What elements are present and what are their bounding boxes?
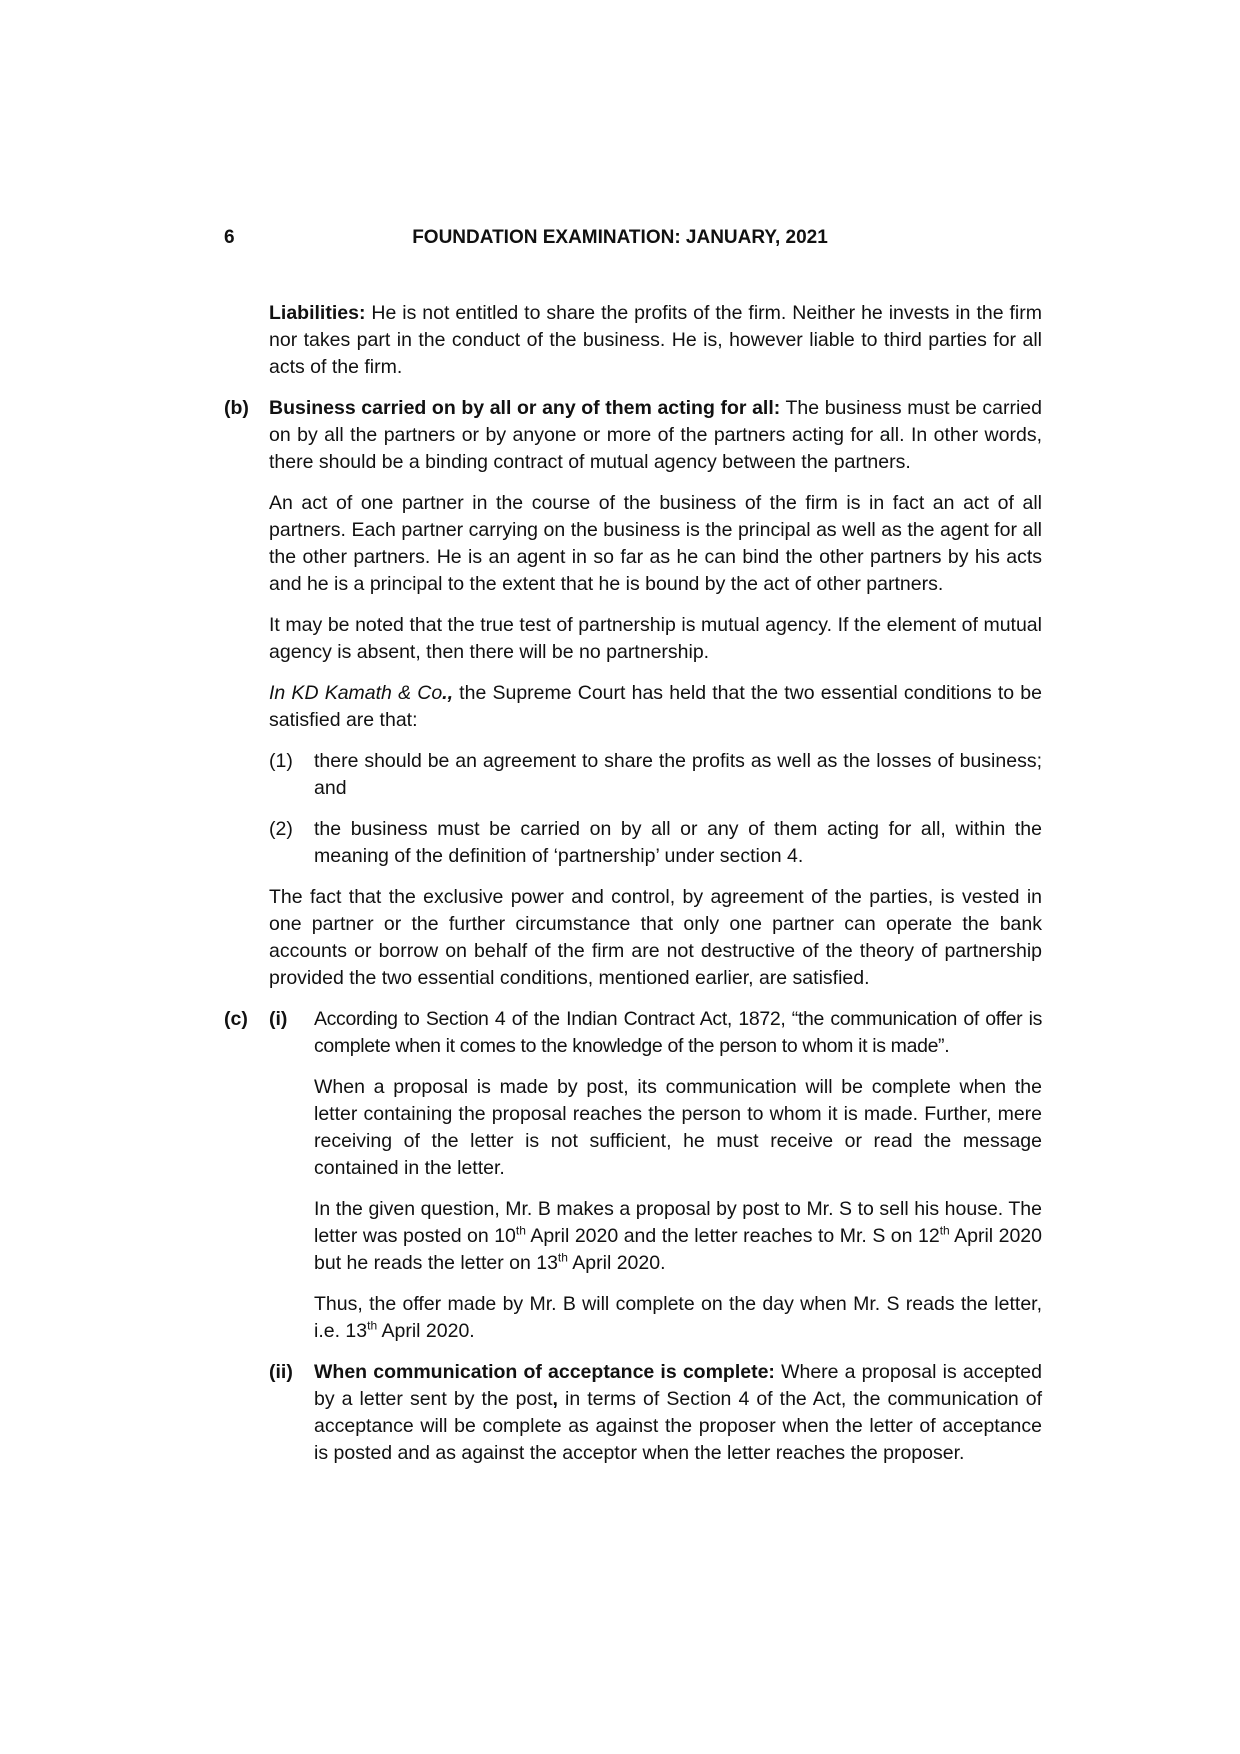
part-b-intro: The business must be carried on by all the partners or by anyone or more of the partners acting for all. In other words, there should be a binding contract of mutual agency between the partners.	[269, 397, 1042, 473]
condition-2-number: (2)	[269, 818, 293, 840]
para2-text-b: April 2020 and the letter reaches to Mr. S on 12	[525, 1225, 940, 1247]
part-b-marker: (b)	[224, 397, 249, 419]
part-c-i-para1	[224, 1074, 1042, 1182]
part-c	[224, 1006, 1042, 1060]
ordinal-suffix: th	[939, 1223, 950, 1238]
condition-1	[224, 748, 1042, 802]
case-name: In KD Kamath & Co	[269, 682, 443, 704]
part-b-para1	[224, 490, 1042, 598]
page-number: 6	[224, 227, 235, 248]
part-c-ii-comma: ,	[552, 1388, 558, 1410]
para2-text-a: In the given question, Mr. B makes a proposal by post to Mr. S to sell his house. The letter was posted on 10	[314, 1198, 1042, 1247]
part-b-para2-text: It may be noted that the true test of partnership is mutual agency. If the element of mutual agency is absent, then there will be no partnership.	[269, 614, 1042, 663]
running-title: FOUNDATION EXAMINATION: JANUARY, 2021	[412, 227, 828, 248]
condition-2-text: the business must be carried on by all or any of them acting for all, within the meaning of the definition of ‘partnership’ under section 4.	[314, 818, 1042, 867]
liabilities-label: Liabilities:	[269, 302, 366, 324]
part-c-ii-heading: When communication of acceptance is complete:	[314, 1361, 775, 1383]
para2-text-c: April 2020 but he reads the letter on 13	[314, 1225, 1042, 1274]
part-c-i-para3	[224, 1291, 1042, 1345]
document-body	[224, 300, 1042, 1481]
part-c-ii-text-b: in terms of Section 4 of the Act, the communication of acceptance will be complete as against the proposer when the letter of acceptance is posted and as against the acceptor when the letter reaches the proposer.	[314, 1388, 1042, 1464]
liabilities-paragraph	[224, 300, 1042, 381]
part-c-i-para1-text: When a proposal is made by post, its communication will be complete when the letter containing the proposal reaches the person to whom it is made. Further, mere receiving of the letter is not sufficient, he must receive or read the message contained in the letter.	[314, 1076, 1042, 1179]
part-b-para1-text: An act of one partner in the course of the business of the firm is in fact an act of all partners. Each partner carrying on the business is the principal as well as the agent for all the other partners. He is an agent in so far as he can bind the other partners by his acts and he is a principal to the extent that he is bound by the act of other partners.	[269, 492, 1042, 595]
part-b-case	[224, 680, 1042, 734]
part-c-i-para2	[224, 1196, 1042, 1277]
condition-1-number: (1)	[269, 750, 293, 772]
para3-text-a: Thus, the offer made by Mr. B will complete on the day when Mr. S reads the letter, i.e. 13	[314, 1293, 1042, 1342]
case-text: the Supreme Court has held that the two essential conditions to be satisfied are that:	[269, 682, 1042, 731]
part-c-ii-text-a: Where a proposal is accepted by a letter sent by the post	[314, 1361, 1042, 1410]
part-b-para3-text: The fact that the exclusive power and control, by agreement of the parties, is vested in one partner or the further circumstance that only one partner can operate the bank accounts or borrow on behalf of the firm are not destructive of the theory of partnership provided the two essential conditions, mentioned earlier, are satisfied.	[269, 886, 1042, 989]
part-c-i-marker: (i)	[269, 1008, 288, 1030]
para2-text-d: April 2020.	[567, 1252, 666, 1274]
para3-text-b: April 2020.	[377, 1320, 475, 1342]
ordinal-suffix: th	[557, 1250, 568, 1265]
part-b-heading: Business carried on by all or any of them acting for all:	[269, 397, 781, 419]
case-punct: .,	[442, 682, 454, 704]
part-c-ii	[224, 1359, 1042, 1467]
part-b	[224, 395, 1042, 476]
part-b-para2	[224, 612, 1042, 666]
condition-1-text: there should be an agreement to share the profits as well as the losses of business; and	[314, 750, 1042, 799]
part-c-ii-marker: (ii)	[269, 1361, 293, 1383]
ordinal-suffix: th	[367, 1318, 378, 1333]
ordinal-suffix: th	[515, 1223, 526, 1238]
part-c-i-text: According to Section 4 of the Indian Contract Act, 1872, “the communication of offer is complete when it comes to the knowledge of the person to whom it is made”.	[314, 1008, 1042, 1057]
part-b-para3	[224, 884, 1042, 992]
page-header	[0, 224, 1240, 254]
condition-2	[224, 816, 1042, 870]
liabilities-text: He is not entitled to share the profits of the firm. Neither he invests in the firm nor takes part in the conduct of the business. He is, however liable to third parties for all acts of the firm.	[269, 302, 1042, 378]
part-c-marker: (c)	[224, 1008, 248, 1030]
